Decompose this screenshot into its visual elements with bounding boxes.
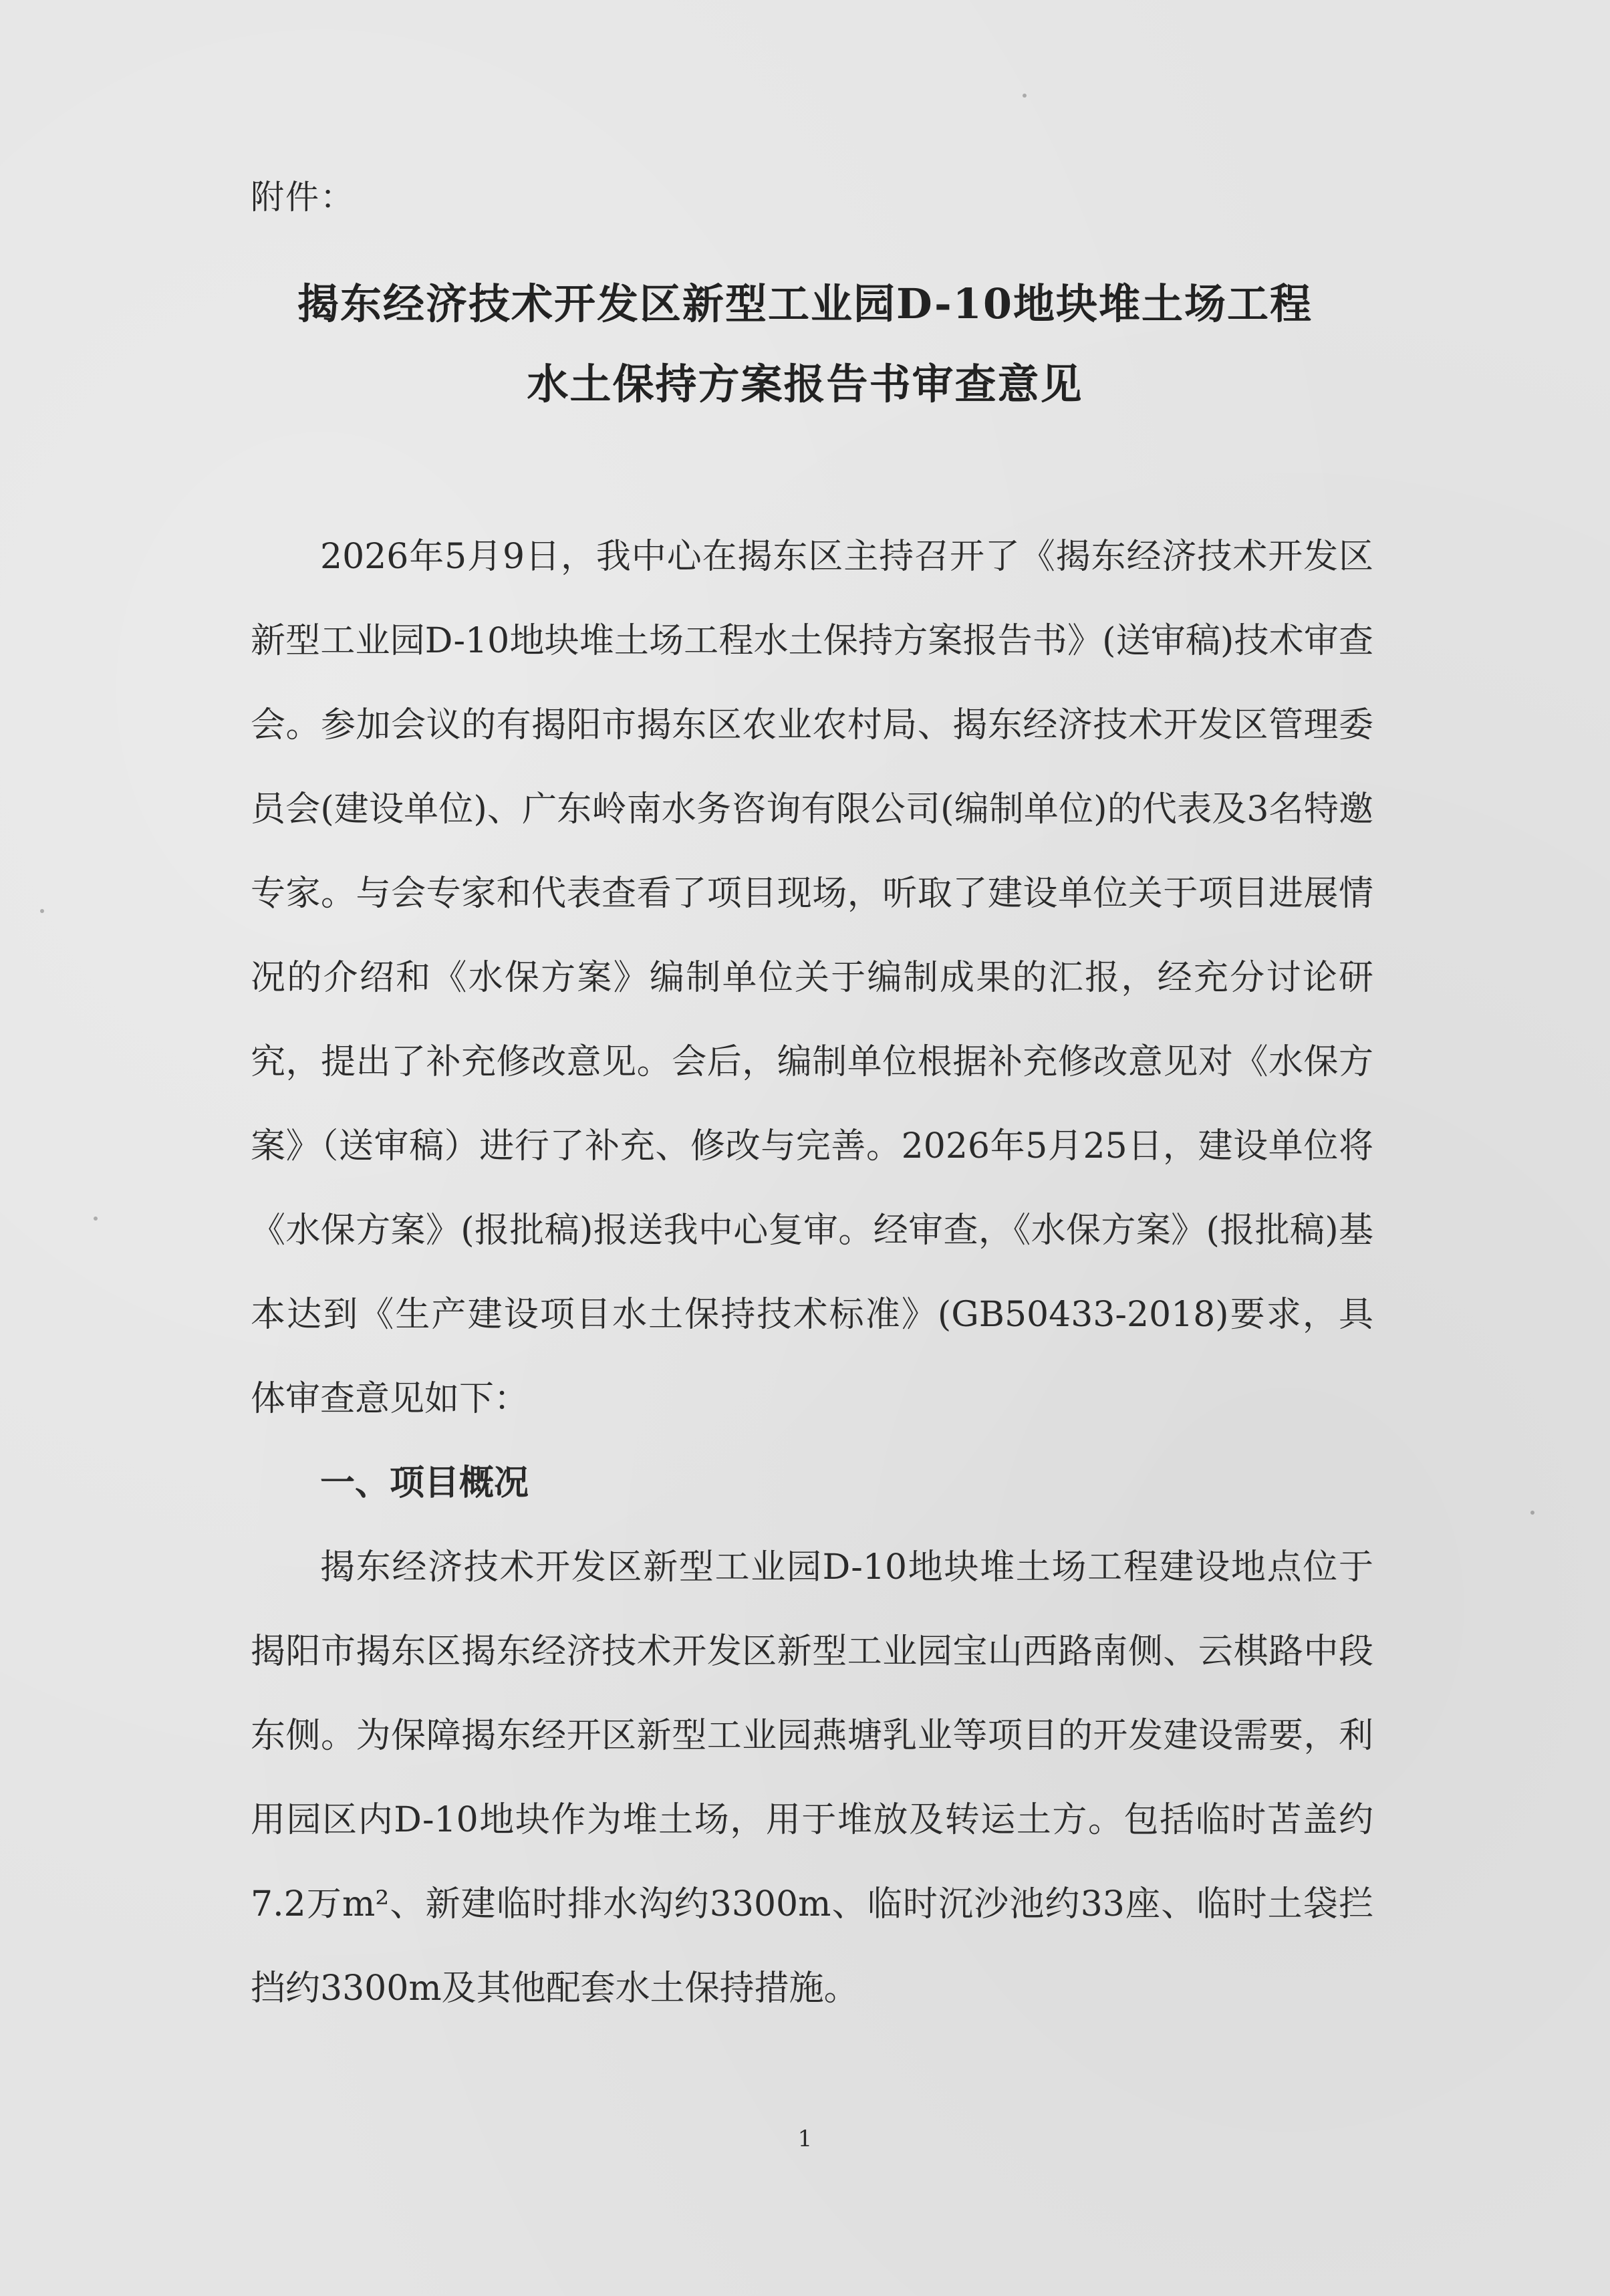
- paragraph-project-overview: 揭东经济技术开发区新型工业园D-10地块堆土场工程建设地点位于揭阳市揭东区揭东经济技术开发区新型工业园宝山西路南侧、云棋路中段东侧。为保障揭东经开区新型工业园燕塘乳业等项目的开发建设需要，利用园区内D-10地块作为堆土场，用于堆放及转运土方。包括临时苫盖约7.2万m²、新建临时排水沟约3300m、临时沉沙池约33座、临时土袋拦挡约3300m及其他配套水土保持措施。: [251, 1547, 1373, 2009]
- page-number: 1: [797, 2126, 813, 2152]
- scan-speck: [1530, 1511, 1534, 1515]
- section-heading-project-overview: 一、项目概况: [320, 1462, 529, 1503]
- paragraph-meeting-summary: 2026年5月9日，我中心在揭东区主持召开了《揭东经济技术开发区新型工业园D-10地块堆土场工程水土保持方案报告书》(送审稿)技术审查会。参加会议的有揭阳市揭东区农业农村局、揭东经济技术开发区管理委员会(建设单位)、广东岭南水务咨询有限公司(编制单位)的代表及3名特邀专家。与会专家和代表查看了项目现场，听取了建设单位关于项目进展情况的介绍和《水保方案》编制单位关于编制成果的汇报，经充分讨论研究，提出了补充修改意见。会后，编制单位根据补充修改意见对《水保方案》（送审稿）进行了补充、修改与完善。2026年5月25日，建设单位将《水保方案》(报批稿)报送我中心复审。经审查，《水保方案》(报批稿)基本达到《生产建设项目水土保持技术标准》(GB50433-2018)要求，具体审查意见如下：: [251, 537, 1373, 1419]
- scan-speck: [1023, 94, 1027, 98]
- document-title-line1: 揭东经济技术开发区新型工业园D-10地块堆土场工程: [297, 279, 1313, 328]
- scan-speck: [40, 909, 44, 913]
- document-title-line2: 水土保持方案报告书审查意见: [527, 360, 1083, 408]
- scan-speck: [94, 1217, 98, 1221]
- attachment-label: 附件：: [251, 178, 355, 217]
- document-body: [251, 515, 1373, 2031]
